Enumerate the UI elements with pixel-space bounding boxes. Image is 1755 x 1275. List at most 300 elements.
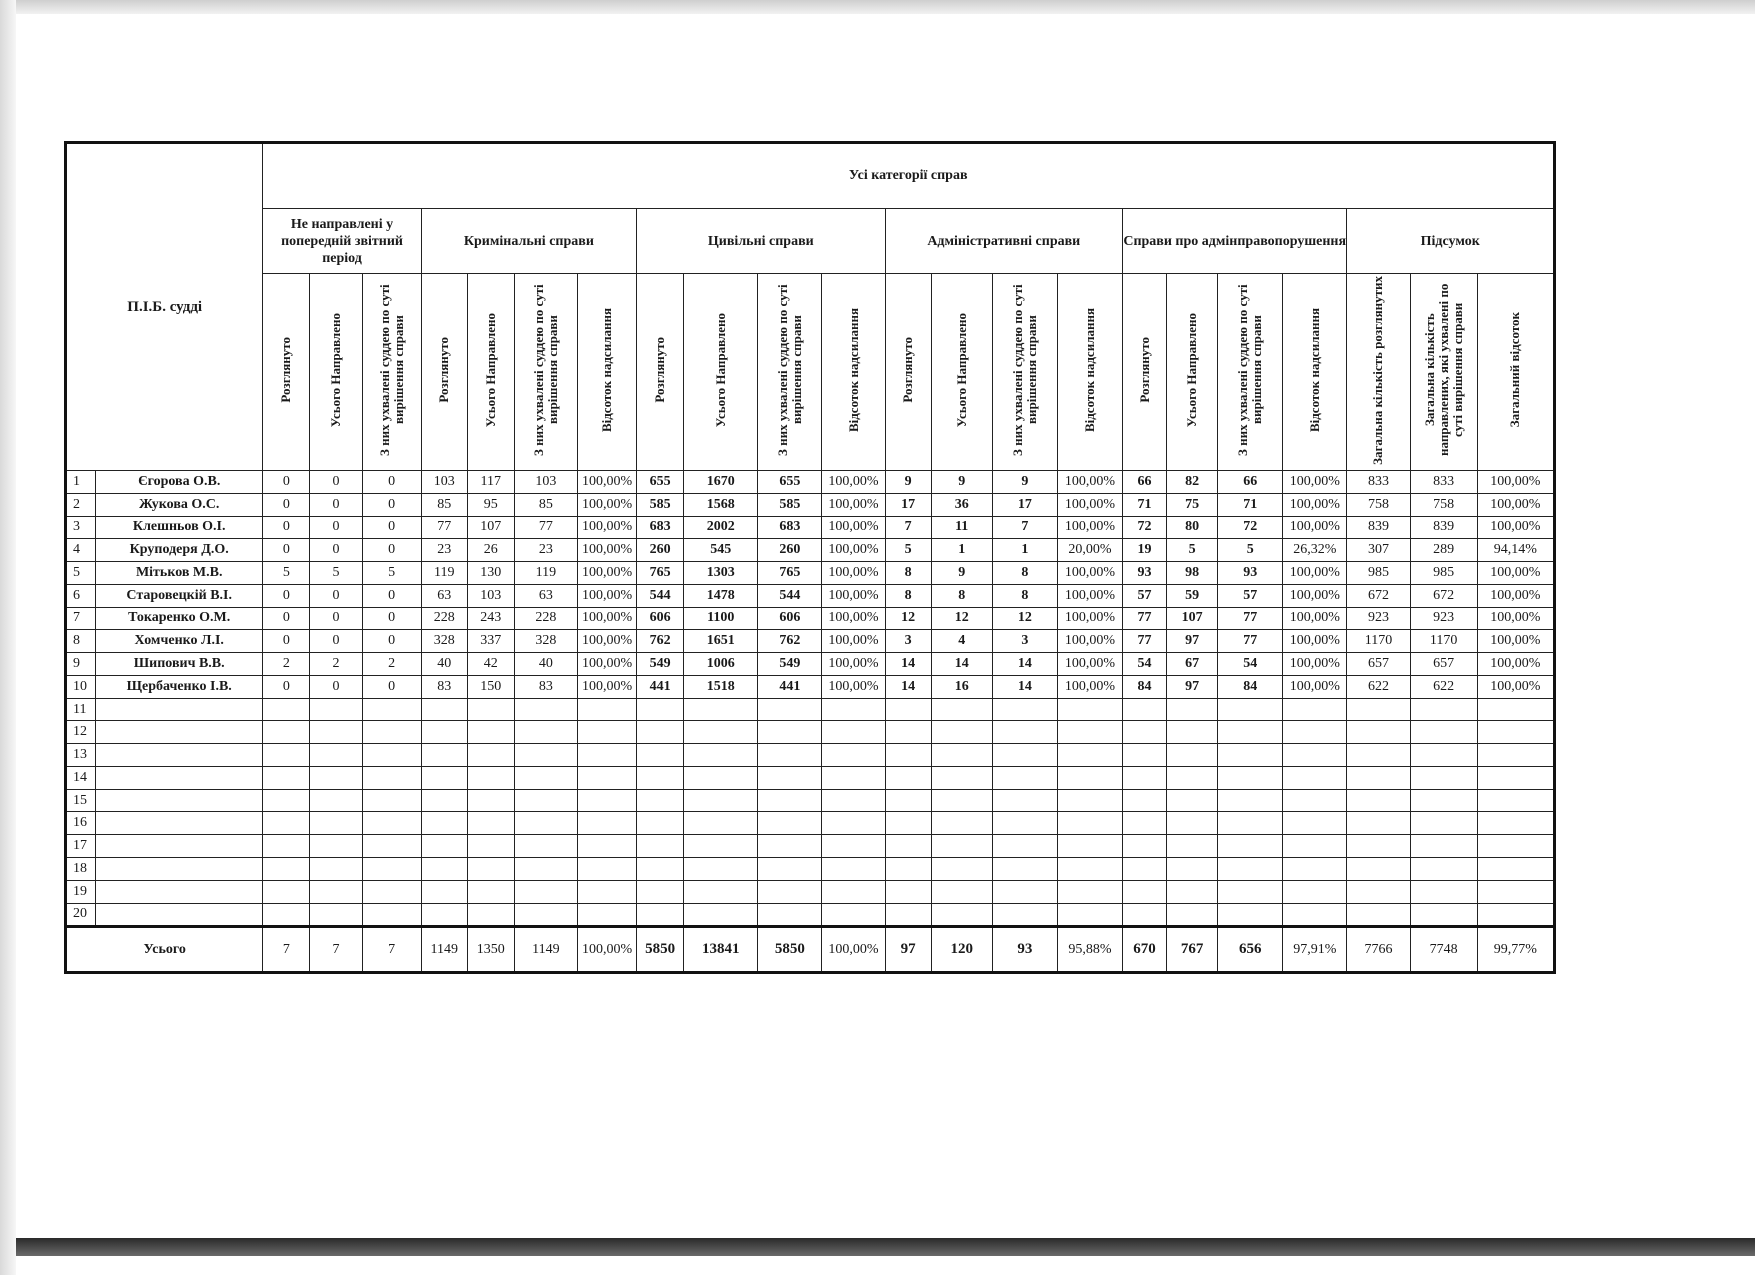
table-cell: 8 xyxy=(992,584,1057,607)
table-cell: 100,00% xyxy=(822,607,885,630)
table-cell: 657 xyxy=(1410,653,1477,676)
judges-statistics-table xyxy=(64,141,1556,974)
judge-name xyxy=(96,721,263,744)
table-cell: 3 xyxy=(992,630,1057,653)
table-row xyxy=(66,516,1555,539)
total-cell: 95,88% xyxy=(1057,927,1122,973)
table-cell: 762 xyxy=(637,630,684,653)
judge-name xyxy=(96,698,263,721)
table-cell: 83 xyxy=(421,675,467,698)
table-cell xyxy=(1410,880,1477,903)
table-cell: 0 xyxy=(263,584,310,607)
table-cell: 100,00% xyxy=(822,562,885,585)
table-cell: 2002 xyxy=(684,516,758,539)
table-cell: 20,00% xyxy=(1057,539,1122,562)
table-cell xyxy=(310,698,362,721)
table-cell: 103 xyxy=(421,471,467,494)
table-cell xyxy=(931,835,992,858)
table-cell: 100,00% xyxy=(822,516,885,539)
table-cell xyxy=(514,744,577,767)
table-cell: 14 xyxy=(992,653,1057,676)
subcolumn-label: Загальна кількість направлених, які ухвалені по суті вирішення справи xyxy=(1421,283,1465,457)
table-cell xyxy=(1410,744,1477,767)
table-cell: 923 xyxy=(1347,607,1410,630)
judge-name: Старовецкій В.І. xyxy=(96,584,263,607)
table-cell: 100,00% xyxy=(1057,471,1122,494)
table-cell xyxy=(421,744,467,767)
table-cell xyxy=(684,880,758,903)
table-cell: 585 xyxy=(637,493,684,516)
table-cell xyxy=(421,789,467,812)
table-cell xyxy=(310,835,362,858)
table-cell xyxy=(1477,698,1554,721)
table-cell xyxy=(467,721,514,744)
table-cell xyxy=(684,858,758,881)
table-cell: 1568 xyxy=(684,493,758,516)
table-cell xyxy=(1283,744,1347,767)
total-cell: 670 xyxy=(1123,927,1167,973)
table-cell xyxy=(263,766,310,789)
table-cell: 100,00% xyxy=(1283,630,1347,653)
table-cell xyxy=(1283,698,1347,721)
table-cell xyxy=(1123,858,1167,881)
table-cell xyxy=(362,721,421,744)
table-cell: 83 xyxy=(514,675,577,698)
table-cell: 100,00% xyxy=(1057,630,1122,653)
group-admin-offenses: Справи про адмінправопорушення xyxy=(1123,209,1347,274)
judge-name: Круподеря Д.О. xyxy=(96,539,263,562)
table-cell xyxy=(1218,698,1283,721)
table-cell xyxy=(1167,880,1218,903)
table-header xyxy=(66,143,1555,471)
table-cell xyxy=(362,766,421,789)
table-cell xyxy=(577,744,636,767)
table-cell xyxy=(467,766,514,789)
table-cell xyxy=(931,858,992,881)
subcolumn-header xyxy=(514,274,577,471)
table-cell: 40 xyxy=(514,653,577,676)
table-cell xyxy=(263,858,310,881)
judge-name: Щербаченко І.В. xyxy=(96,675,263,698)
table-cell: 765 xyxy=(637,562,684,585)
table-cell: 441 xyxy=(758,675,822,698)
table-cell: 9 xyxy=(931,471,992,494)
table-cell: 5 xyxy=(885,539,931,562)
subcolumn-label: Розглянуто xyxy=(652,337,668,403)
table-cell: 100,00% xyxy=(577,471,636,494)
table-cell: 84 xyxy=(1123,675,1167,698)
table-cell: 328 xyxy=(514,630,577,653)
total-cell: 7766 xyxy=(1347,927,1410,973)
subcolumn-label: Розглянуто xyxy=(436,337,452,403)
table-cell: 100,00% xyxy=(1283,675,1347,698)
table-cell xyxy=(310,858,362,881)
table-cell: 0 xyxy=(263,471,310,494)
subcolumn-header xyxy=(822,274,885,471)
row-number: 13 xyxy=(66,744,96,767)
table-cell xyxy=(1123,744,1167,767)
table-cell: 762 xyxy=(758,630,822,653)
table-cell xyxy=(514,698,577,721)
table-cell: 5 xyxy=(1218,539,1283,562)
subcolumn-label: З них ухвалені суддею по суті вирішення справи xyxy=(774,284,804,456)
table-cell: 100,00% xyxy=(1057,516,1122,539)
table-row xyxy=(66,766,1555,789)
table-row xyxy=(66,562,1555,585)
table-cell: 14 xyxy=(885,675,931,698)
table-cell: 544 xyxy=(637,584,684,607)
judge-name xyxy=(96,789,263,812)
table-cell xyxy=(885,744,931,767)
table-cell xyxy=(758,698,822,721)
table-cell xyxy=(758,789,822,812)
table-cell xyxy=(637,744,684,767)
table-cell xyxy=(1218,880,1283,903)
table-cell: 0 xyxy=(362,584,421,607)
table-cell xyxy=(992,698,1057,721)
total-cell: 656 xyxy=(1218,927,1283,973)
table-cell: 77 xyxy=(1218,630,1283,653)
subcolumn-header xyxy=(1283,274,1347,471)
table-cell: 0 xyxy=(310,630,362,653)
table-cell xyxy=(263,880,310,903)
row-number: 1 xyxy=(66,471,96,494)
table-cell: 100,00% xyxy=(577,653,636,676)
table-cell: 1 xyxy=(931,539,992,562)
table-cell: 923 xyxy=(1410,607,1477,630)
table-cell xyxy=(637,721,684,744)
subcolumn-header xyxy=(885,274,931,471)
judge-name: Єгорова О.В. xyxy=(96,471,263,494)
table-cell: 103 xyxy=(467,584,514,607)
table-cell: 77 xyxy=(514,516,577,539)
table-cell xyxy=(362,789,421,812)
row-number: 3 xyxy=(66,516,96,539)
table-cell: 5 xyxy=(1167,539,1218,562)
table-cell: 1100 xyxy=(684,607,758,630)
total-cell: 7 xyxy=(263,927,310,973)
table-cell xyxy=(1167,903,1218,927)
subcolumn-label: Відсоток надсилання xyxy=(599,307,615,433)
table-cell xyxy=(1347,835,1410,858)
table-cell xyxy=(885,698,931,721)
table-row xyxy=(66,675,1555,698)
table-cell: 0 xyxy=(310,471,362,494)
subcolumn-label: Усього Направлено xyxy=(328,312,344,428)
table-cell: 130 xyxy=(467,562,514,585)
subcolumn-header xyxy=(1123,274,1167,471)
table-cell: 100,00% xyxy=(1057,493,1122,516)
table-cell xyxy=(1218,766,1283,789)
table-cell xyxy=(310,880,362,903)
table-cell: 8 xyxy=(885,562,931,585)
table-cell: 100,00% xyxy=(1057,675,1122,698)
table-cell: 0 xyxy=(263,630,310,653)
table-cell: 100,00% xyxy=(1477,653,1554,676)
table-cell xyxy=(885,903,931,927)
table-cell: 100,00% xyxy=(1057,653,1122,676)
table-cell: 12 xyxy=(992,607,1057,630)
table-row xyxy=(66,812,1555,835)
table-cell xyxy=(467,812,514,835)
table-cell: 100,00% xyxy=(1283,493,1347,516)
table-cell: 549 xyxy=(758,653,822,676)
table-cell xyxy=(1283,721,1347,744)
table-cell: 14 xyxy=(992,675,1057,698)
table-row xyxy=(66,630,1555,653)
table-cell xyxy=(1347,812,1410,835)
table-cell: 0 xyxy=(263,539,310,562)
table-cell xyxy=(1057,880,1122,903)
subcolumn-header xyxy=(758,274,822,471)
table-cell xyxy=(1410,903,1477,927)
judge-name: Мітьков М.В. xyxy=(96,562,263,585)
judge-name xyxy=(96,812,263,835)
table-cell: 0 xyxy=(263,493,310,516)
table-cell xyxy=(684,903,758,927)
table-cell xyxy=(577,903,636,927)
table-cell xyxy=(263,812,310,835)
table-cell: 337 xyxy=(467,630,514,653)
table-cell xyxy=(577,766,636,789)
table-cell xyxy=(310,744,362,767)
table-cell: 100,00% xyxy=(1477,675,1554,698)
table-cell: 100,00% xyxy=(1057,607,1122,630)
table-cell: 100,00% xyxy=(577,493,636,516)
table-cell: 77 xyxy=(1218,607,1283,630)
table-cell xyxy=(1123,766,1167,789)
table-cell: 97 xyxy=(1167,675,1218,698)
table-cell: 100,00% xyxy=(1057,584,1122,607)
table-cell xyxy=(885,835,931,858)
table-cell: 66 xyxy=(1123,471,1167,494)
total-cell: 97 xyxy=(885,927,931,973)
table-cell xyxy=(931,903,992,927)
table-cell: 54 xyxy=(1123,653,1167,676)
table-cell: 72 xyxy=(1218,516,1283,539)
table-row xyxy=(66,471,1555,494)
table-cell: 100,00% xyxy=(822,653,885,676)
table-cell: 9 xyxy=(885,471,931,494)
judge-name xyxy=(96,880,263,903)
table-cell xyxy=(362,880,421,903)
table-cell xyxy=(637,835,684,858)
table-cell: 549 xyxy=(637,653,684,676)
table-cell xyxy=(885,766,931,789)
table-cell: 672 xyxy=(1410,584,1477,607)
total-cell: 93 xyxy=(992,927,1057,973)
table-cell: 0 xyxy=(263,607,310,630)
table-cell: 72 xyxy=(1123,516,1167,539)
table-cell xyxy=(514,789,577,812)
table-cell xyxy=(1283,789,1347,812)
table-cell xyxy=(577,880,636,903)
table-cell xyxy=(514,766,577,789)
table-cell: 93 xyxy=(1218,562,1283,585)
table-cell: 80 xyxy=(1167,516,1218,539)
row-number: 16 xyxy=(66,812,96,835)
table-cell: 103 xyxy=(514,471,577,494)
table-cell xyxy=(1123,789,1167,812)
table-cell xyxy=(1410,789,1477,812)
table-cell xyxy=(992,812,1057,835)
table-cell xyxy=(1167,812,1218,835)
table-cell xyxy=(514,721,577,744)
table-cell xyxy=(514,903,577,927)
row-number: 20 xyxy=(66,903,96,927)
table-cell xyxy=(1167,835,1218,858)
table-cell xyxy=(263,698,310,721)
table-cell: 3 xyxy=(885,630,931,653)
subcolumn-label: З них ухвалені суддею по суті вирішення справи xyxy=(1235,284,1265,456)
table-cell xyxy=(467,744,514,767)
table-cell: 758 xyxy=(1347,493,1410,516)
table-cell: 9 xyxy=(992,471,1057,494)
table-cell xyxy=(931,721,992,744)
table-cell: 100,00% xyxy=(1477,584,1554,607)
table-cell xyxy=(1167,698,1218,721)
table-cell xyxy=(310,812,362,835)
table-cell xyxy=(1283,812,1347,835)
table-cell xyxy=(467,858,514,881)
table-cell xyxy=(467,835,514,858)
table-cell: 0 xyxy=(362,607,421,630)
table-cell: 100,00% xyxy=(822,493,885,516)
table-cell: 12 xyxy=(885,607,931,630)
total-cell: 100,00% xyxy=(577,927,636,973)
table-cell xyxy=(1218,744,1283,767)
table-cell: 758 xyxy=(1410,493,1477,516)
subcolumn-label: Усього Направлено xyxy=(712,312,728,428)
table-cell: 5 xyxy=(310,562,362,585)
table-cell xyxy=(421,766,467,789)
table-cell: 260 xyxy=(758,539,822,562)
table-cell: 7 xyxy=(992,516,1057,539)
table-cell xyxy=(1410,698,1477,721)
group-civil: Цивільні справи xyxy=(637,209,885,274)
table-cell xyxy=(1283,880,1347,903)
table-cell: 441 xyxy=(637,675,684,698)
table-cell xyxy=(263,744,310,767)
table-cell: 0 xyxy=(362,630,421,653)
table-cell: 11 xyxy=(931,516,992,539)
table-cell: 585 xyxy=(758,493,822,516)
table-cell: 71 xyxy=(1218,493,1283,516)
table-cell xyxy=(1123,880,1167,903)
table-cell xyxy=(992,789,1057,812)
table-cell xyxy=(885,789,931,812)
table-cell: 100,00% xyxy=(1477,607,1554,630)
subcolumn-label: Розглянуто xyxy=(900,337,916,403)
table-cell: 606 xyxy=(637,607,684,630)
table-cell: 260 xyxy=(637,539,684,562)
row-number: 6 xyxy=(66,584,96,607)
table-cell: 545 xyxy=(684,539,758,562)
subcolumn-label: Відсоток надсилання xyxy=(1306,307,1322,433)
table-cell: 100,00% xyxy=(1477,471,1554,494)
row-number: 10 xyxy=(66,675,96,698)
table-cell xyxy=(467,789,514,812)
table-cell: 100,00% xyxy=(1477,630,1554,653)
table-cell: 75 xyxy=(1167,493,1218,516)
row-number: 17 xyxy=(66,835,96,858)
table-cell xyxy=(310,789,362,812)
table-cell xyxy=(885,858,931,881)
table-cell xyxy=(263,789,310,812)
table-cell: 243 xyxy=(467,607,514,630)
table-cell xyxy=(1123,835,1167,858)
table-cell: 85 xyxy=(421,493,467,516)
table-cell: 655 xyxy=(758,471,822,494)
table-cell xyxy=(758,812,822,835)
judge-name-header: П.І.Б. судді xyxy=(66,143,263,471)
table-cell xyxy=(822,721,885,744)
table-cell xyxy=(421,880,467,903)
subcolumn-label: Усього Направлено xyxy=(1184,312,1200,428)
subcolumn-label: Усього Направлено xyxy=(953,312,969,428)
judge-name xyxy=(96,766,263,789)
group-criminal: Кримінальні справи xyxy=(421,209,636,274)
table-row xyxy=(66,607,1555,630)
subcolumn-header xyxy=(421,274,467,471)
table-cell xyxy=(931,880,992,903)
table-cell: 100,00% xyxy=(822,584,885,607)
table-cell: 0 xyxy=(310,539,362,562)
table-cell: 23 xyxy=(514,539,577,562)
group-administrative: Адміністративні справи xyxy=(885,209,1122,274)
table-cell xyxy=(577,698,636,721)
table-cell xyxy=(263,721,310,744)
table-cell: 683 xyxy=(758,516,822,539)
table-cell: 77 xyxy=(1123,630,1167,653)
judge-name: Жукова О.С. xyxy=(96,493,263,516)
table-cell: 100,00% xyxy=(1283,516,1347,539)
table-cell xyxy=(637,698,684,721)
table-cell: 57 xyxy=(1218,584,1283,607)
table-cell xyxy=(1057,744,1122,767)
table-cell xyxy=(637,789,684,812)
subcolumn-header xyxy=(1218,274,1283,471)
table-cell: 100,00% xyxy=(1283,471,1347,494)
table-cell: 228 xyxy=(514,607,577,630)
table-cell xyxy=(577,721,636,744)
table-row xyxy=(66,721,1555,744)
judge-name xyxy=(96,835,263,858)
table-cell xyxy=(992,903,1057,927)
table-cell: 100,00% xyxy=(577,516,636,539)
table-cell: 4 xyxy=(931,630,992,653)
table-cell: 833 xyxy=(1410,471,1477,494)
table-cell xyxy=(421,903,467,927)
row-number: 8 xyxy=(66,630,96,653)
table-cell: 1651 xyxy=(684,630,758,653)
table-cell xyxy=(822,698,885,721)
table-cell: 1303 xyxy=(684,562,758,585)
table-cell: 0 xyxy=(362,675,421,698)
table-cell xyxy=(1218,835,1283,858)
table-cell: 12 xyxy=(931,607,992,630)
table-cell xyxy=(263,903,310,927)
table-cell: 544 xyxy=(758,584,822,607)
table-cell: 655 xyxy=(637,471,684,494)
table-cell: 0 xyxy=(362,493,421,516)
table-cell: 23 xyxy=(421,539,467,562)
subcolumn-header xyxy=(684,274,758,471)
table-cell: 100,00% xyxy=(577,630,636,653)
table-cell xyxy=(1283,766,1347,789)
table-cell: 119 xyxy=(421,562,467,585)
row-number: 4 xyxy=(66,539,96,562)
